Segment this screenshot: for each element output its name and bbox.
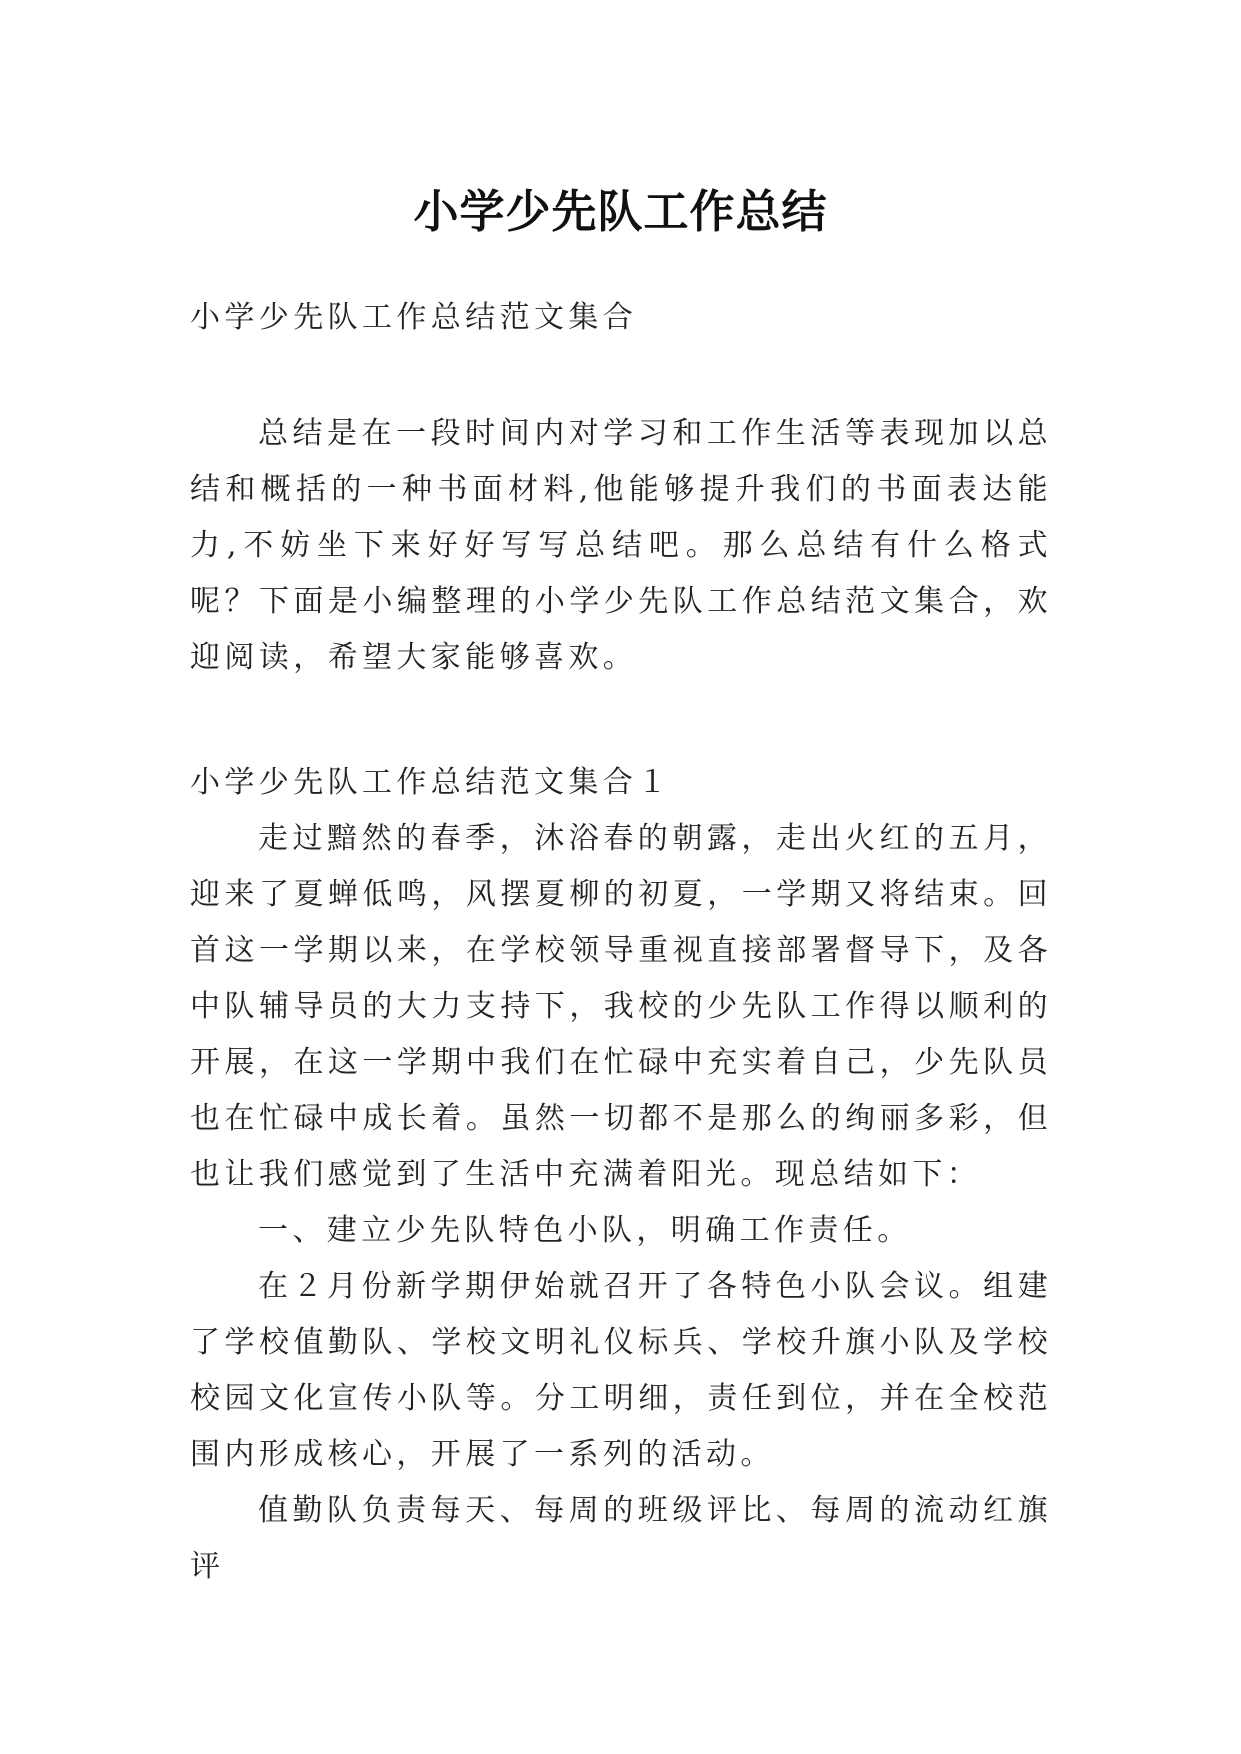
section-1-heading: 小学少先队工作总结范文集合１ [190, 765, 672, 800]
section-1-paragraph-1: 走过黯然的春季，沐浴春的朝露，走出火红的五月，迎来了夏蝉低鸣，风摆夏柳的初夏，一学期又将结束。回首这一学期以来，在学校领导重视直接部署督导下，及各中队辅导员的大力支持下，我校的少先队工作得以顺利的开展，在这一学期中我们在忙碌中充实着自己，少先队员也在忙碌中成长着。虽然一切都不是那么的绚丽多彩，但也让我们感觉到了生活中充满着阳光。现总结如下： [190, 821, 1052, 1192]
section-1-paragraph-2: 在２月份新学期伊始就召开了各特色小队会议。组建了学校值勤队、学校文明礼仪标兵、学校升旗小队及学校校园文化宣传小队等。分工明细，责任到位，并在全校范围内形成核心，开展了一系列的活动。 [190, 1269, 1052, 1472]
section-1-paragraph-3: 值勤队负责每天、每周的班级评比、每周的流动红旗评 [190, 1493, 1052, 1584]
document-title: 小学少先队工作总结 [413, 185, 828, 239]
intro-paragraph: 总结是在一段时间内对学习和工作生活等表现加以总结和概括的一种书面材料,他能够提升我们的书面表达能力,不妨坐下来好好写写总结吧。那么总结有什么格式呢？下面是小编整理的小学少先队工作总结范文集合，欢迎阅读，希望大家能够喜欢。 [190, 416, 1052, 675]
intro-block [190, 406, 1052, 686]
document-subtitle-block [190, 290, 1052, 346]
section-1-subheading-1: 一、建立少先队特色小队，明确工作责任。 [258, 1213, 912, 1248]
section-1 [190, 755, 1052, 1595]
document-subtitle: 小学少先队工作总结范文集合 [190, 300, 638, 335]
